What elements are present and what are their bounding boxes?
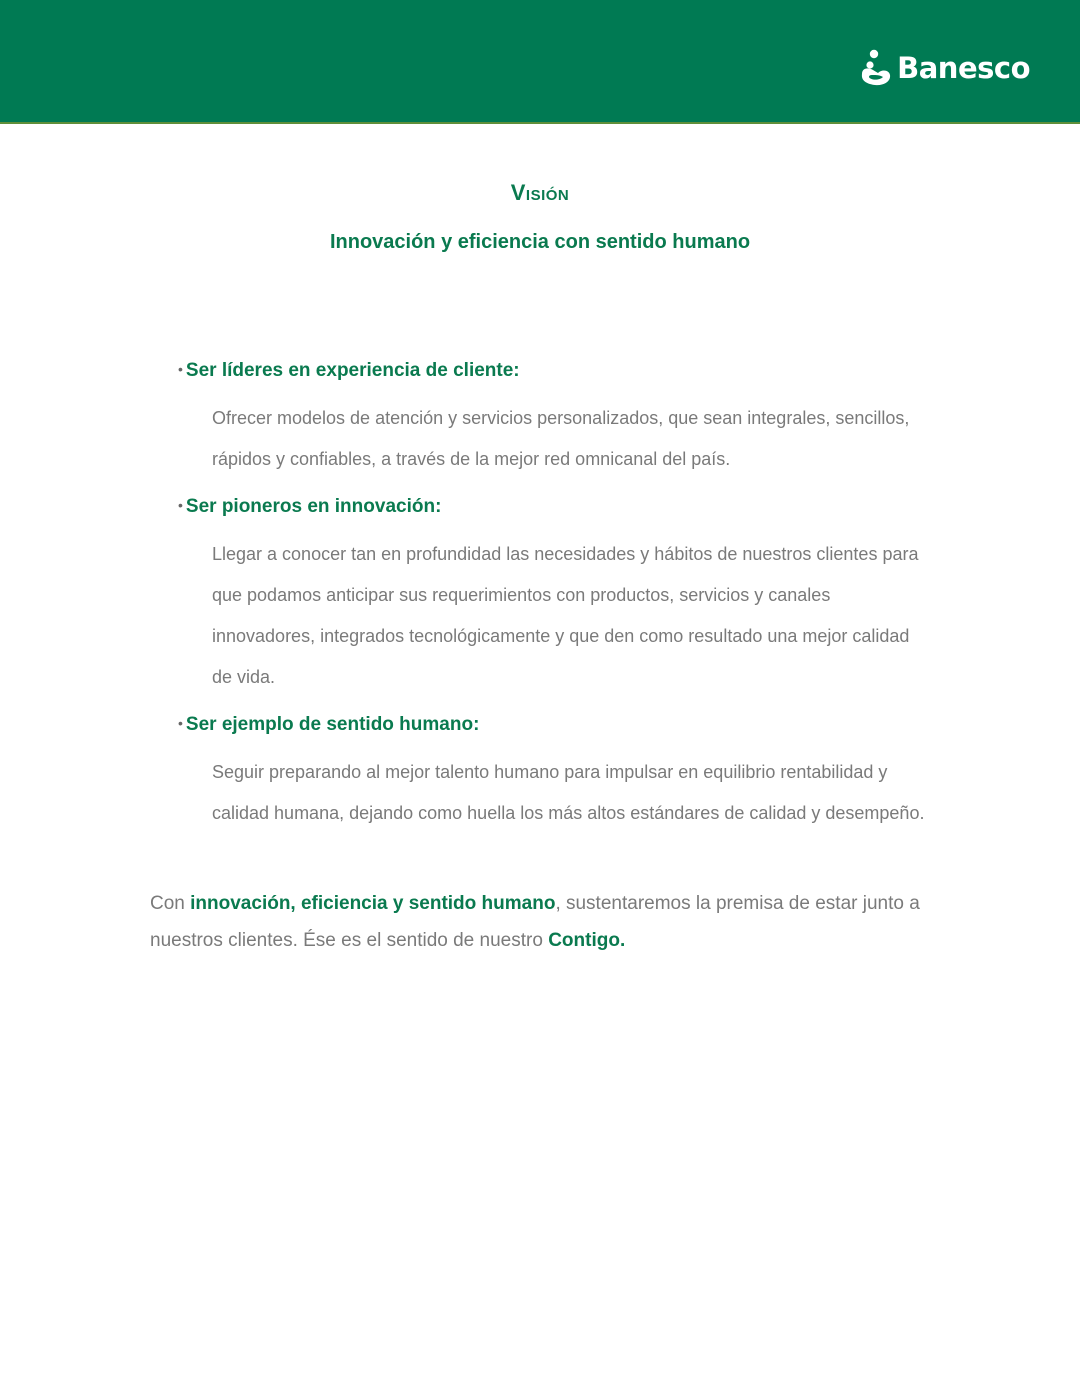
- bullet-heading-text: Ser pioneros en innovación:: [185, 496, 442, 517]
- bullet-heading-text: Ser ejemplo de sentido humano:: [185, 714, 480, 735]
- closing-text-1: Con: [150, 893, 191, 914]
- banesco-logo-icon: [859, 48, 893, 88]
- bullet-dot-icon: •: [178, 497, 183, 513]
- bullet-body: Seguir preparando al mejor talento humano para impulsar en equilibrio rentabilidad y calidad humana, dejando como huella los más altos estándares de calidad y desempeño.: [212, 762, 925, 823]
- bullet-heading-text: Ser líderes en experiencia de cliente:: [185, 360, 520, 381]
- bullet-section-2: [178, 491, 938, 698]
- bullet-heading: [178, 491, 938, 521]
- closing-emphasis-2: Contigo.: [548, 930, 626, 951]
- bullet-section-1: [178, 355, 938, 480]
- page-title: Visión: [510, 180, 570, 205]
- bullet-section-3: [178, 709, 938, 834]
- brand-name: Banesco: [897, 51, 1030, 85]
- bullet-dot-icon: •: [178, 361, 183, 377]
- closing-emphasis-1: innovación, eficiencia y sentido humano: [190, 893, 556, 914]
- header-band: [0, 0, 1080, 124]
- bullet-dot-icon: •: [178, 715, 183, 731]
- page-subtitle: Innovación y eficiencia con sentido humano: [329, 231, 751, 253]
- bullet-heading: [178, 355, 938, 385]
- bullet-body: Llegar a conocer tan en profundidad las necesidades y hábitos de nuestros clientes para que podamos anticipar sus requerimientos con productos, servicios y canales innovadores, integrados tecnológicamente y que den como resultado una mejor calidad de vida.: [212, 544, 919, 687]
- closing-text-2: , sustentaremos la premisa de estar junto a nuestros clientes. Ése es el sentido de nuestro: [150, 893, 920, 951]
- closing-paragraph: [150, 885, 940, 959]
- brand-logo: [859, 48, 1030, 88]
- bullet-heading: [178, 709, 938, 739]
- bullet-body: Ofrecer modelos de atención y servicios personalizados, que sean integrales, sencillos, rápidos y confiables, a través de la mejor red omnicanal del país.: [212, 408, 910, 469]
